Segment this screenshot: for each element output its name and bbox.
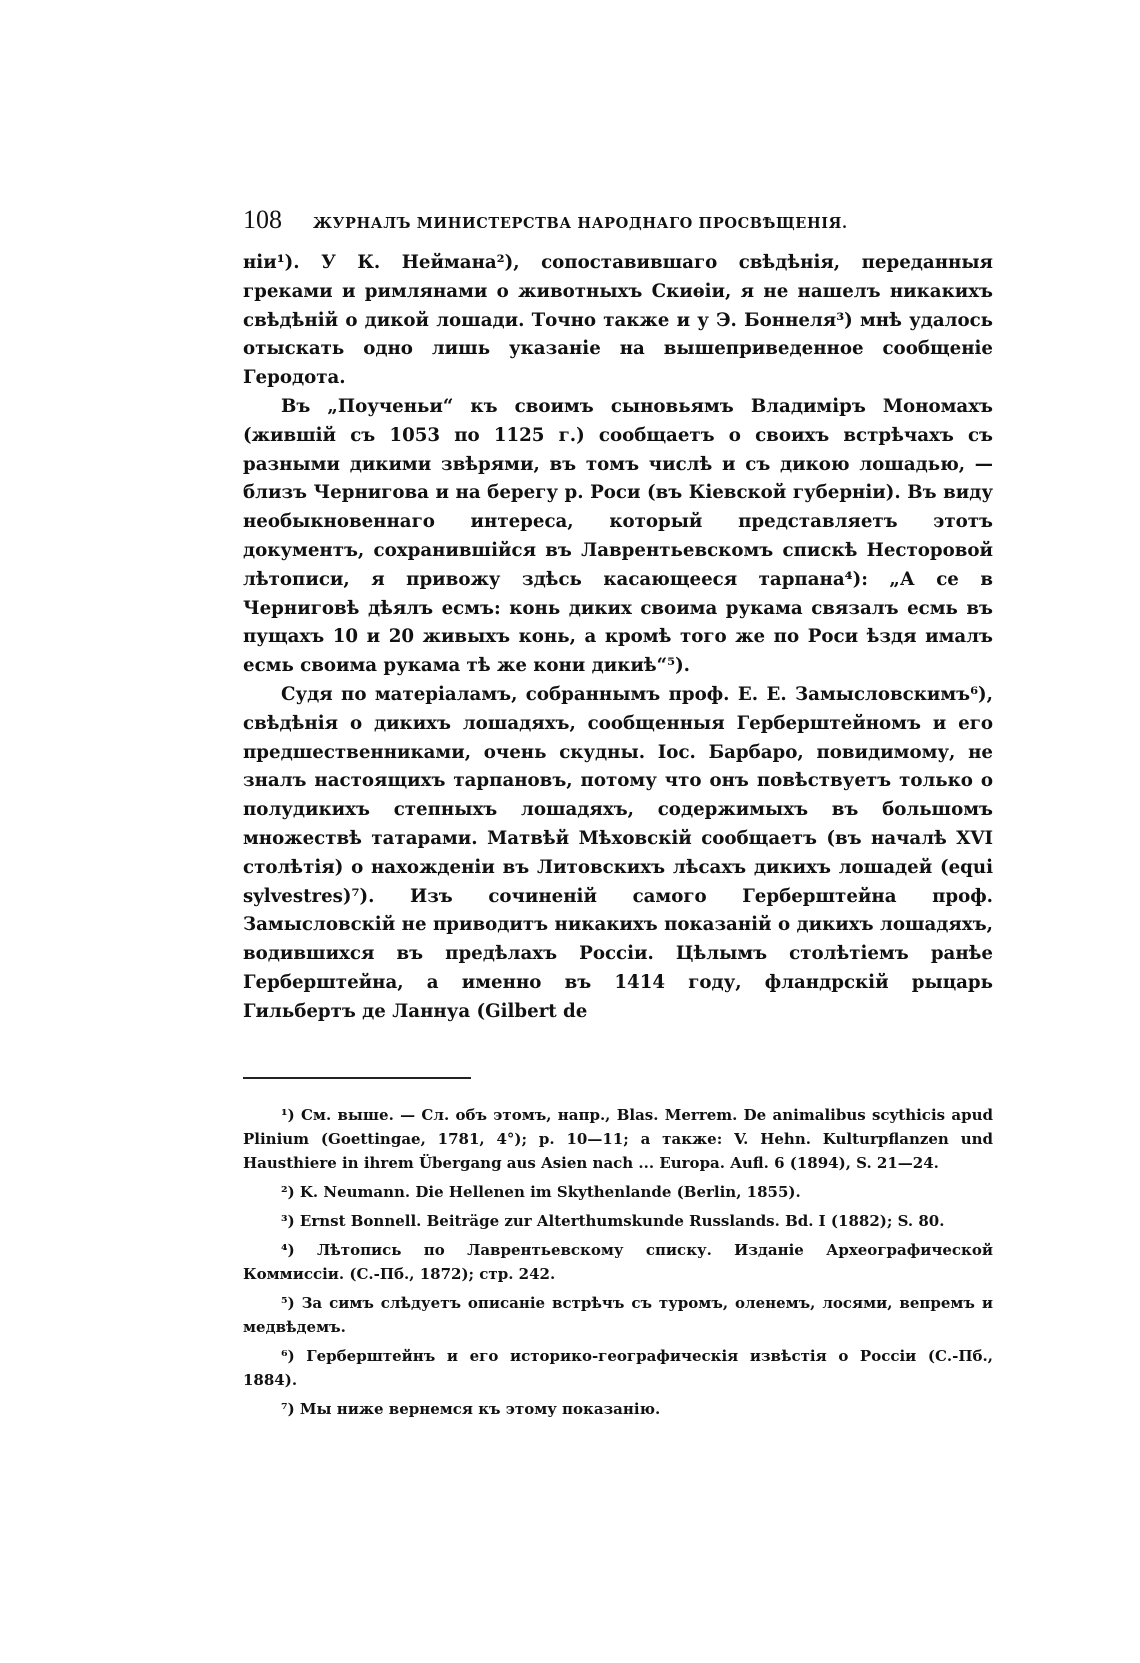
paragraph-1: нiи¹). У К. Неймана²), сопоставившаго свѣдѣнія, переданныя греками и римлянами о животныхъ Скиѳіи, я не нашелъ никакихъ свѣдѣній о дикой лошади. Точно также и у Э. Боннеля³) мнѣ удалось отыскать одно лишь указаніе на вышеприведенное сообщеніе Геродота. bbox=[243, 252, 993, 389]
footnotes bbox=[243, 1103, 993, 1421]
body-text bbox=[243, 249, 993, 1027]
running-title: ЖУРНАЛЪ МИНИСТЕРСТВА НАРОДНАГО ПРОСВѢЩЕНІЯ. bbox=[313, 215, 848, 232]
footnote-6: ⁶) Герберштейнъ и его историко-географическія извѣстія о Россіи (С.-Пб., 1884). bbox=[243, 1346, 993, 1389]
footnote-2: ²) K. Neumann. Die Hellenen im Skythenlande (Berlin, 1855). bbox=[281, 1182, 801, 1201]
footnote-3: ³) Ernst Bonnell. Beiträge zur Alterthumskunde Russlands. Bd. I (1882); S. 80. bbox=[281, 1211, 945, 1230]
paragraph-3: Судя по матеріаламъ, собраннымъ проф. Е. Е. Замысловскимъ⁶), свѣдѣнія о дикихъ лошадяхъ, сообщенныя Герберштейномъ и его предшественниками, очень скудны. Іос. Барбаро, повидимому, не зналъ настоящихъ тарпановъ, потому что онъ повѣствуетъ только о полудикихъ степныхъ лошадяхъ, содержимыхъ въ большомъ множествѣ татарами. Матвѣй Мѣховскій сообщаетъ (въ началѣ XVI столѣтія) о нахожденіи въ Литовскихъ лѣсахъ дикихъ лошадей (equi sylvestres)⁷). Изъ сочиненій самого Герберштейна проф. Замысловскій не приводитъ никакихъ показаній о дикихъ лошадяхъ, водившихся въ предѣлахъ Россіи. Цѣлымъ столѣтіемъ ранѣе Герберштейна, а именно въ 1414 году, фландрскій рыцарь Гильбертъ де Ланнуа (Gilbert de bbox=[243, 683, 993, 1022]
page-header bbox=[243, 205, 993, 235]
page-number: 108 bbox=[243, 205, 282, 234]
document-page bbox=[243, 205, 993, 1426]
footnote-7: ⁷) Мы ниже вернемся къ этому показанію. bbox=[281, 1399, 661, 1418]
footnote-4: ⁴) Лѣтопись по Лаврентьевскому списку. Изданіе Археографической Коммиссіи. (С.-Пб., 1872); стр. 242. bbox=[243, 1240, 993, 1283]
footnote-1: ¹) См. выше. — Сл. объ этомъ, напр., Blas. Merrem. De animalibus scythicis apud Plinium (Goettingae, 1781, 4°); p. 10—11; а также: V. Hehn. Kulturpflanzen und Hausthiere in ihrem Übergang aus Asien nach ... Europa. Aufl. 6 (1894), S. 21—24. bbox=[243, 1105, 993, 1172]
paragraph-2: Въ „Поученьи“ къ своимъ сыновьямъ Владиміръ Мономахъ (жившій съ 1053 по 1125 г.) сообщаетъ о своихъ встрѣчахъ съ разными дикими звѣрями, въ томъ числѣ и съ дикою лошадью, — близъ Чернигова и на берегу р. Роси (въ Кіевской губерніи). Въ виду необыкновеннаго интереса, который представляетъ этотъ документъ, сохранившійся въ Лаврентьевскомъ спискѣ Несторовой лѣтописи, я привожу здѣсь касающееся тарпана⁴): „А се в Черниговѣ дѣялъ есмъ: конь диких своима рукама связалъ есмь въ пущахъ 10 и 20 живыхъ конь, а кромѣ того же по Роси ѣздя ималъ есмь своима рукама тѣ же кони дикиѣ“⁵). bbox=[243, 395, 993, 677]
footnote-divider bbox=[243, 1077, 471, 1079]
footnote-5: ⁵) За симъ слѣдуетъ описаніе встрѣчъ съ туромъ, оленемъ, лосями, вепремъ и медвѣдемъ. bbox=[243, 1293, 993, 1336]
